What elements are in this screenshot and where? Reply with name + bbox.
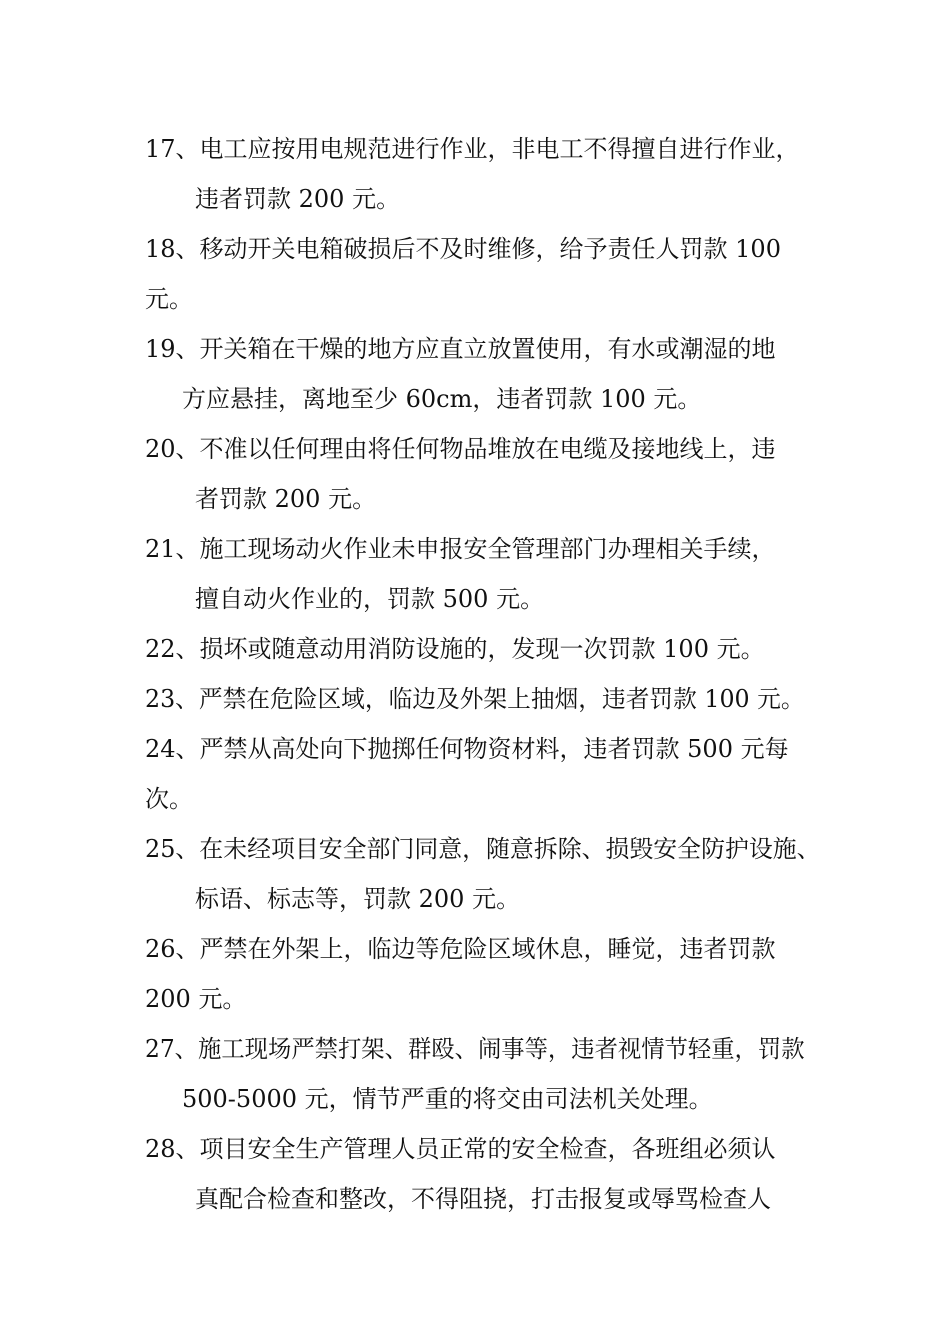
rule-27-line-2: 500-5000 元，情节严重的将交由司法机关处理。 <box>182 1085 713 1113</box>
rule-21-line-1: 21、施工现场动火作业未申报安全管理部门办理相关手续， <box>145 535 776 563</box>
rule-17-line-1: 17、电工应按用电规范进行作业，非电工不得擅自进行作业， <box>145 135 800 163</box>
rule-27-line-1: 27、施工现场严禁打架、群殴、闹事等，违者视情节轻重，罚款 <box>145 1035 805 1063</box>
rule-26-line-1: 26、严禁在外架上，临边等危险区域休息，睡觉，违者罚款 <box>145 935 776 963</box>
rule-26-line-2: 200 元。 <box>145 985 247 1013</box>
rule-24-line-1: 24、严禁从高处向下抛掷任何物资材料，违者罚款 500 元每 <box>145 735 789 763</box>
rule-20-line-2: 者罚款 200 元。 <box>195 485 377 513</box>
rule-18-line-2: 元。 <box>145 285 193 313</box>
rule-19-line-1: 19、开关箱在干燥的地方应直立放置使用，有水或潮湿的地 <box>145 335 776 363</box>
rule-25-line-1: 25、在未经项目安全部门同意，随意拆除、损毁安全防护设施、 <box>145 835 821 863</box>
rule-28-line-2: 真配合检查和整改，不得阻挠，打击报复或辱骂检查人 <box>195 1185 771 1213</box>
rule-25-line-2: 标语、标志等，罚款 200 元。 <box>195 885 521 913</box>
rule-18-line-1: 18、移动开关电箱破损后不及时维修，给予责任人罚款 100 <box>145 235 781 263</box>
rule-24-line-2: 次。 <box>145 785 193 813</box>
rule-21-line-2: 擅自动火作业的，罚款 500 元。 <box>195 585 545 613</box>
rule-20-line-1: 20、不准以任何理由将任何物品堆放在电缆及接地线上，违 <box>145 435 776 463</box>
rule-28-line-1: 28、项目安全生产管理人员正常的安全检查，各班组必须认 <box>145 1135 776 1163</box>
rule-23-line-1: 23、严禁在危险区域，临边及外架上抽烟，违者罚款 100 元。 <box>145 685 805 713</box>
rule-19-line-2: 方应悬挂，离地至少 60cm，违者罚款 100 元。 <box>182 385 702 413</box>
rule-17-line-2: 违者罚款 200 元。 <box>195 185 401 213</box>
rule-22-line-1: 22、损坏或随意动用消防设施的，发现一次罚款 100 元。 <box>145 635 765 663</box>
